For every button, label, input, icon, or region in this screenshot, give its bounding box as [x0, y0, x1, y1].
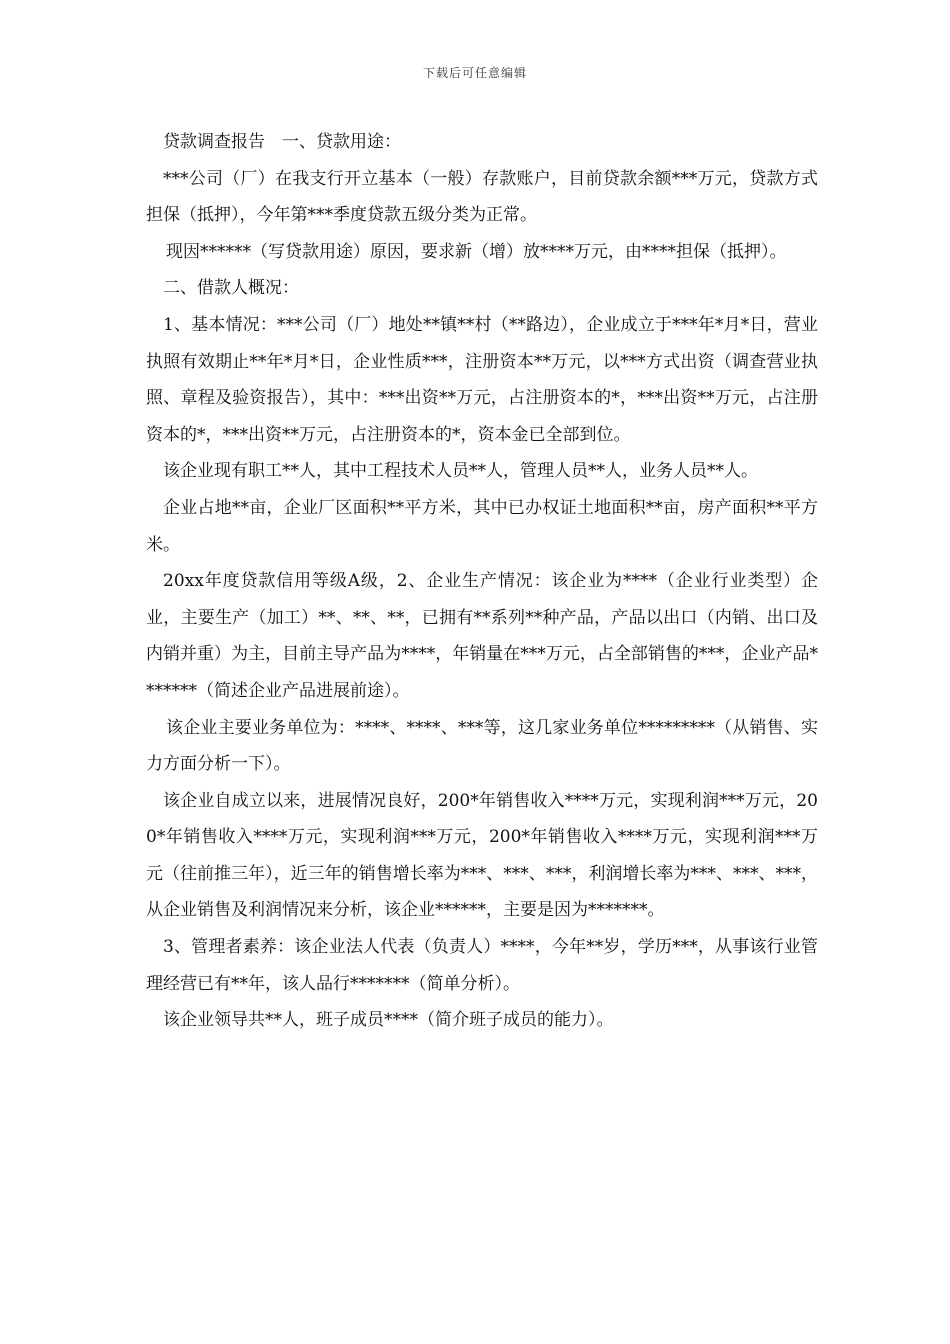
paragraph-loan-request: 现因******（写贷款用途）原因，要求新（增）放****万元，由****担保（抵押）。: [166, 241, 787, 262]
paragraph-production: 20xx年度贷款信用等级A级，2、企业生产情况：该企业为****（企业行业类型）企业，主要生产（加工）**、**、**，已拥有**系列**种产品，产品以出口（内销、出口及内销并重）为主，目前主导产品为****，年销量在***万元，占全部销售的***，企业产品*******（简述企业产品进展前途）。: [146, 571, 818, 701]
paragraph-management: 3、管理者素养：该企业法人代表（负责人）****，今年**岁，学历***，从事该行业管理经营已有**年，该人品行*******（简单分析）。: [146, 937, 818, 994]
document-body: [146, 124, 818, 1039]
section-heading-borrower-overview: 二、借款人概况：: [163, 278, 299, 299]
page-header: 下载后可任意编辑: [422, 66, 527, 80]
paragraph-sales-profit: 该企业自成立以来，进展情况良好，200*年销售收入****万元，实现利润***万元，200*年销售收入****万元，实现利润***万元，200*年销售收入****万元，实现利润***万元（往前推三年），近三年的销售增长率为***、***、***，利润增长率为***、***、***，从企业销售及利润情况来分析，该企业******，主要是因为*******。: [146, 790, 818, 921]
paragraph-business-partners: 该企业主要业务单位为：****、****、***等，这几家业务单位*********（从销售、实力方面分析一下）。: [146, 717, 818, 775]
paragraph-leadership: 该企业领导共**人，班子成员****（简介班子成员的能力）。: [163, 1010, 614, 1031]
paragraph-loan-status: ***公司（厂）在我支行开立基本（一般）存款账户，目前贷款余额***万元，贷款方式担保（抵押），今年第***季度贷款五级分类为正常。: [146, 168, 818, 226]
paragraph-staff: 该企业现有职工**人，其中工程技术人员**人，管理人员**人，业务人员**人。: [163, 461, 758, 482]
paragraph-land-area: 企业占地**亩，企业厂区面积**平方米，其中已办权证土地面积**亩，房产面积**平方米。: [146, 497, 818, 555]
paragraph-report-title: 贷款调查报告 一、贷款用途：: [163, 132, 401, 152]
paragraph-basic-info: 1、基本情况：***公司（厂）地处**镇**村（**路边），企业成立于***年*月*日，营业执照有效期止**年*月*日，企业性质***，注册资本**万元，以***方式出资（调查营业执照、章程及验资报告），其中：***出资**万元，占注册资本的*，***出资**万元，占注册资本的*，***出资**万元，占注册资本的*，资本金已全部到位。: [146, 314, 818, 445]
